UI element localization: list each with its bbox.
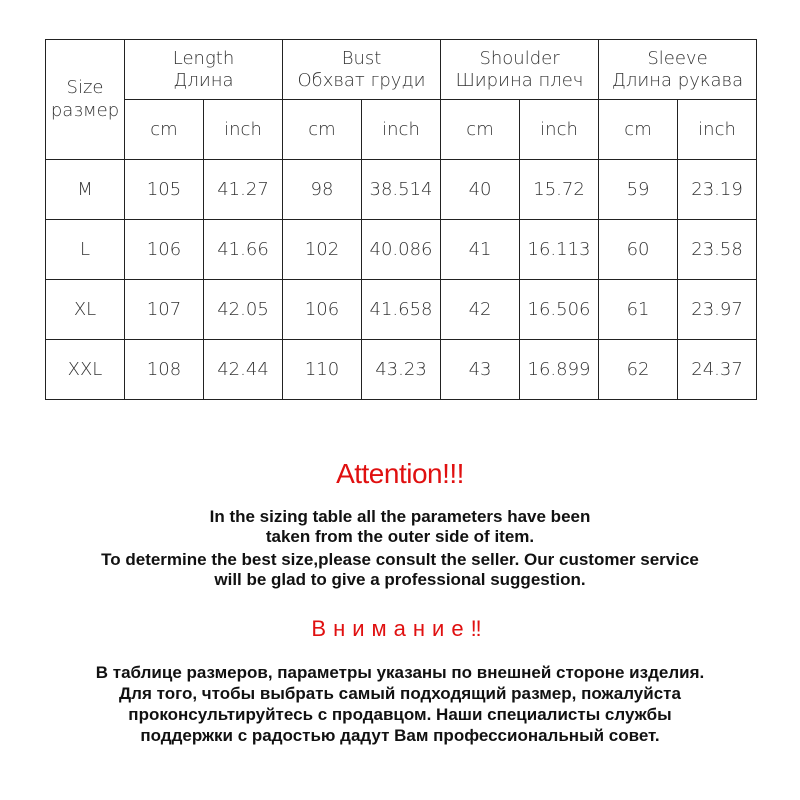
table-cell: 42.44 xyxy=(204,340,283,400)
notice-ru-paragraph xyxy=(0,662,800,746)
size-table xyxy=(45,39,757,400)
size-cell: L xyxy=(46,220,125,280)
shoulder-header xyxy=(441,40,599,100)
length-header-en: Length xyxy=(172,47,235,69)
size-cell: M xyxy=(46,160,125,220)
unit-cell: inch xyxy=(678,100,757,160)
table-cell: 42.05 xyxy=(204,280,283,340)
table-cell: 106 xyxy=(283,280,362,340)
unit-cell: cm xyxy=(441,100,520,160)
sleeve-header xyxy=(599,40,757,100)
table-cell: 107 xyxy=(125,280,204,340)
size-header-ru: размер xyxy=(50,99,120,121)
shoulder-header-ru: Ширина плеч xyxy=(455,69,584,91)
size-header-cell xyxy=(46,40,125,160)
table-cell: 105 xyxy=(125,160,204,220)
unit-cell: cm xyxy=(599,100,678,160)
notice-line: To determine the best size,please consult the seller. Our customer service xyxy=(101,550,699,569)
table-cell: 59 xyxy=(599,160,678,220)
table-cell: 61 xyxy=(599,280,678,340)
notice-line: проконсультируйтесь с продавцом. Наши специалисты службы xyxy=(128,705,672,724)
table-cell: 62 xyxy=(599,340,678,400)
bust-header xyxy=(283,40,441,100)
unit-cell: cm xyxy=(125,100,204,160)
table-cell: 106 xyxy=(125,220,204,280)
notice-line: will be glad to give a professional suggestion. xyxy=(214,570,586,589)
sleeve-header-ru: Длина рукава xyxy=(611,69,744,91)
table-row xyxy=(46,340,757,400)
table-cell: 16.113 xyxy=(520,220,599,280)
table-row xyxy=(46,160,757,220)
unit-cell: inch xyxy=(362,100,441,160)
table-cell: 98 xyxy=(283,160,362,220)
table-cell: 16.506 xyxy=(520,280,599,340)
notice-line: В таблице размеров, параметры указаны по внешней стороне изделия. xyxy=(95,663,705,682)
table-row xyxy=(46,220,757,280)
attention-title-en: Attention!!! xyxy=(336,458,464,489)
unit-cell: cm xyxy=(283,100,362,160)
unit-cell: inch xyxy=(520,100,599,160)
length-header-ru: Длина xyxy=(173,69,234,91)
table-cell: 41.27 xyxy=(204,160,283,220)
table-cell: 43 xyxy=(441,340,520,400)
table-cell: 41.66 xyxy=(204,220,283,280)
sleeve-header-en: Sleeve xyxy=(647,47,708,69)
table-cell: 102 xyxy=(283,220,362,280)
notice-line: поддержки с радостью дадут Вам профессиональный совет. xyxy=(140,726,660,745)
notice-line: Для того, чтобы выбрать самый подходящий размер, пожалуйста xyxy=(119,684,681,703)
notice-en-paragraph-1 xyxy=(0,507,800,547)
table-cell: 40.086 xyxy=(362,220,441,280)
bust-header-en: Bust xyxy=(341,47,382,69)
notice-line: In the sizing table all the parameters have been xyxy=(209,507,591,526)
table-cell: 41.658 xyxy=(362,280,441,340)
units-row xyxy=(46,100,757,160)
table-cell: 43.23 xyxy=(362,340,441,400)
size-header-en: Size xyxy=(66,77,104,98)
table-cell: 108 xyxy=(125,340,204,400)
table-cell: 38.514 xyxy=(362,160,441,220)
size-cell: XXL xyxy=(46,340,125,400)
table-cell: 40 xyxy=(441,160,520,220)
table-cell: 41 xyxy=(441,220,520,280)
table-header-row xyxy=(46,40,757,100)
table-row xyxy=(46,280,757,340)
table-cell: 42 xyxy=(441,280,520,340)
length-header xyxy=(125,40,283,100)
table-cell: 110 xyxy=(283,340,362,400)
table-cell: 24.37 xyxy=(678,340,757,400)
table-cell: 23.58 xyxy=(678,220,757,280)
size-cell: XL xyxy=(46,280,125,340)
notice-line: taken from the outer side of item. xyxy=(265,527,535,546)
table-cell: 23.97 xyxy=(678,280,757,340)
bust-header-ru: Обхват груди xyxy=(297,69,426,91)
unit-cell: inch xyxy=(204,100,283,160)
attention-title-ru: Внимание‼ xyxy=(311,616,489,641)
notice-en-paragraph-2 xyxy=(0,550,800,590)
shoulder-header-en: Shoulder xyxy=(479,47,560,69)
table-cell: 23.19 xyxy=(678,160,757,220)
table-cell: 15.72 xyxy=(520,160,599,220)
table-cell: 16.899 xyxy=(520,340,599,400)
table-cell: 60 xyxy=(599,220,678,280)
